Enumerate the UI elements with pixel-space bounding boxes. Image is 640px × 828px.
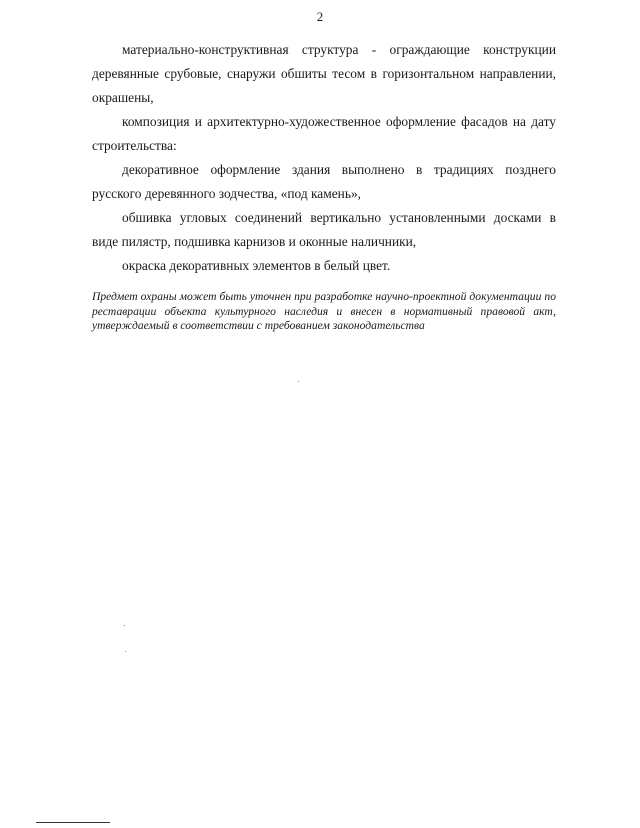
protection-note: Предмет охраны может быть уточнен при разработке научно-проектной документации по реставрации объекта культурного наследия и внесен в нормативный правовой акт, утверждаемый в соответствии с требованием законодательства bbox=[92, 290, 556, 333]
scan-speck bbox=[124, 625, 125, 626]
paragraph-structure: материально-конструктивная структура - ограждающие конструкции деревянные срубовые, снаружи обшиты тесом в горизонтальном направлении, окрашены, bbox=[92, 42, 556, 105]
scan-speck bbox=[298, 381, 299, 382]
paragraph-composition: композиция и архитектурно-художественное оформление фасадов на дату строительства: bbox=[92, 114, 556, 153]
scan-speck bbox=[125, 651, 126, 652]
body-text bbox=[92, 38, 556, 278]
page-number: 2 bbox=[316, 9, 324, 24]
paragraph-decoration: декоративное оформление здания выполнено в традициях позднего русского деревянного зодчества, «под камень», bbox=[92, 162, 556, 201]
footnote-separator bbox=[36, 822, 110, 823]
paragraph-corner-cladding: обшивка угловых соединений вертикально установленными досками в виде пилястр, подшивка карнизов и оконные наличники, bbox=[92, 210, 556, 249]
paragraph-painting: окраска декоративных элементов в белый цвет. bbox=[122, 258, 391, 273]
